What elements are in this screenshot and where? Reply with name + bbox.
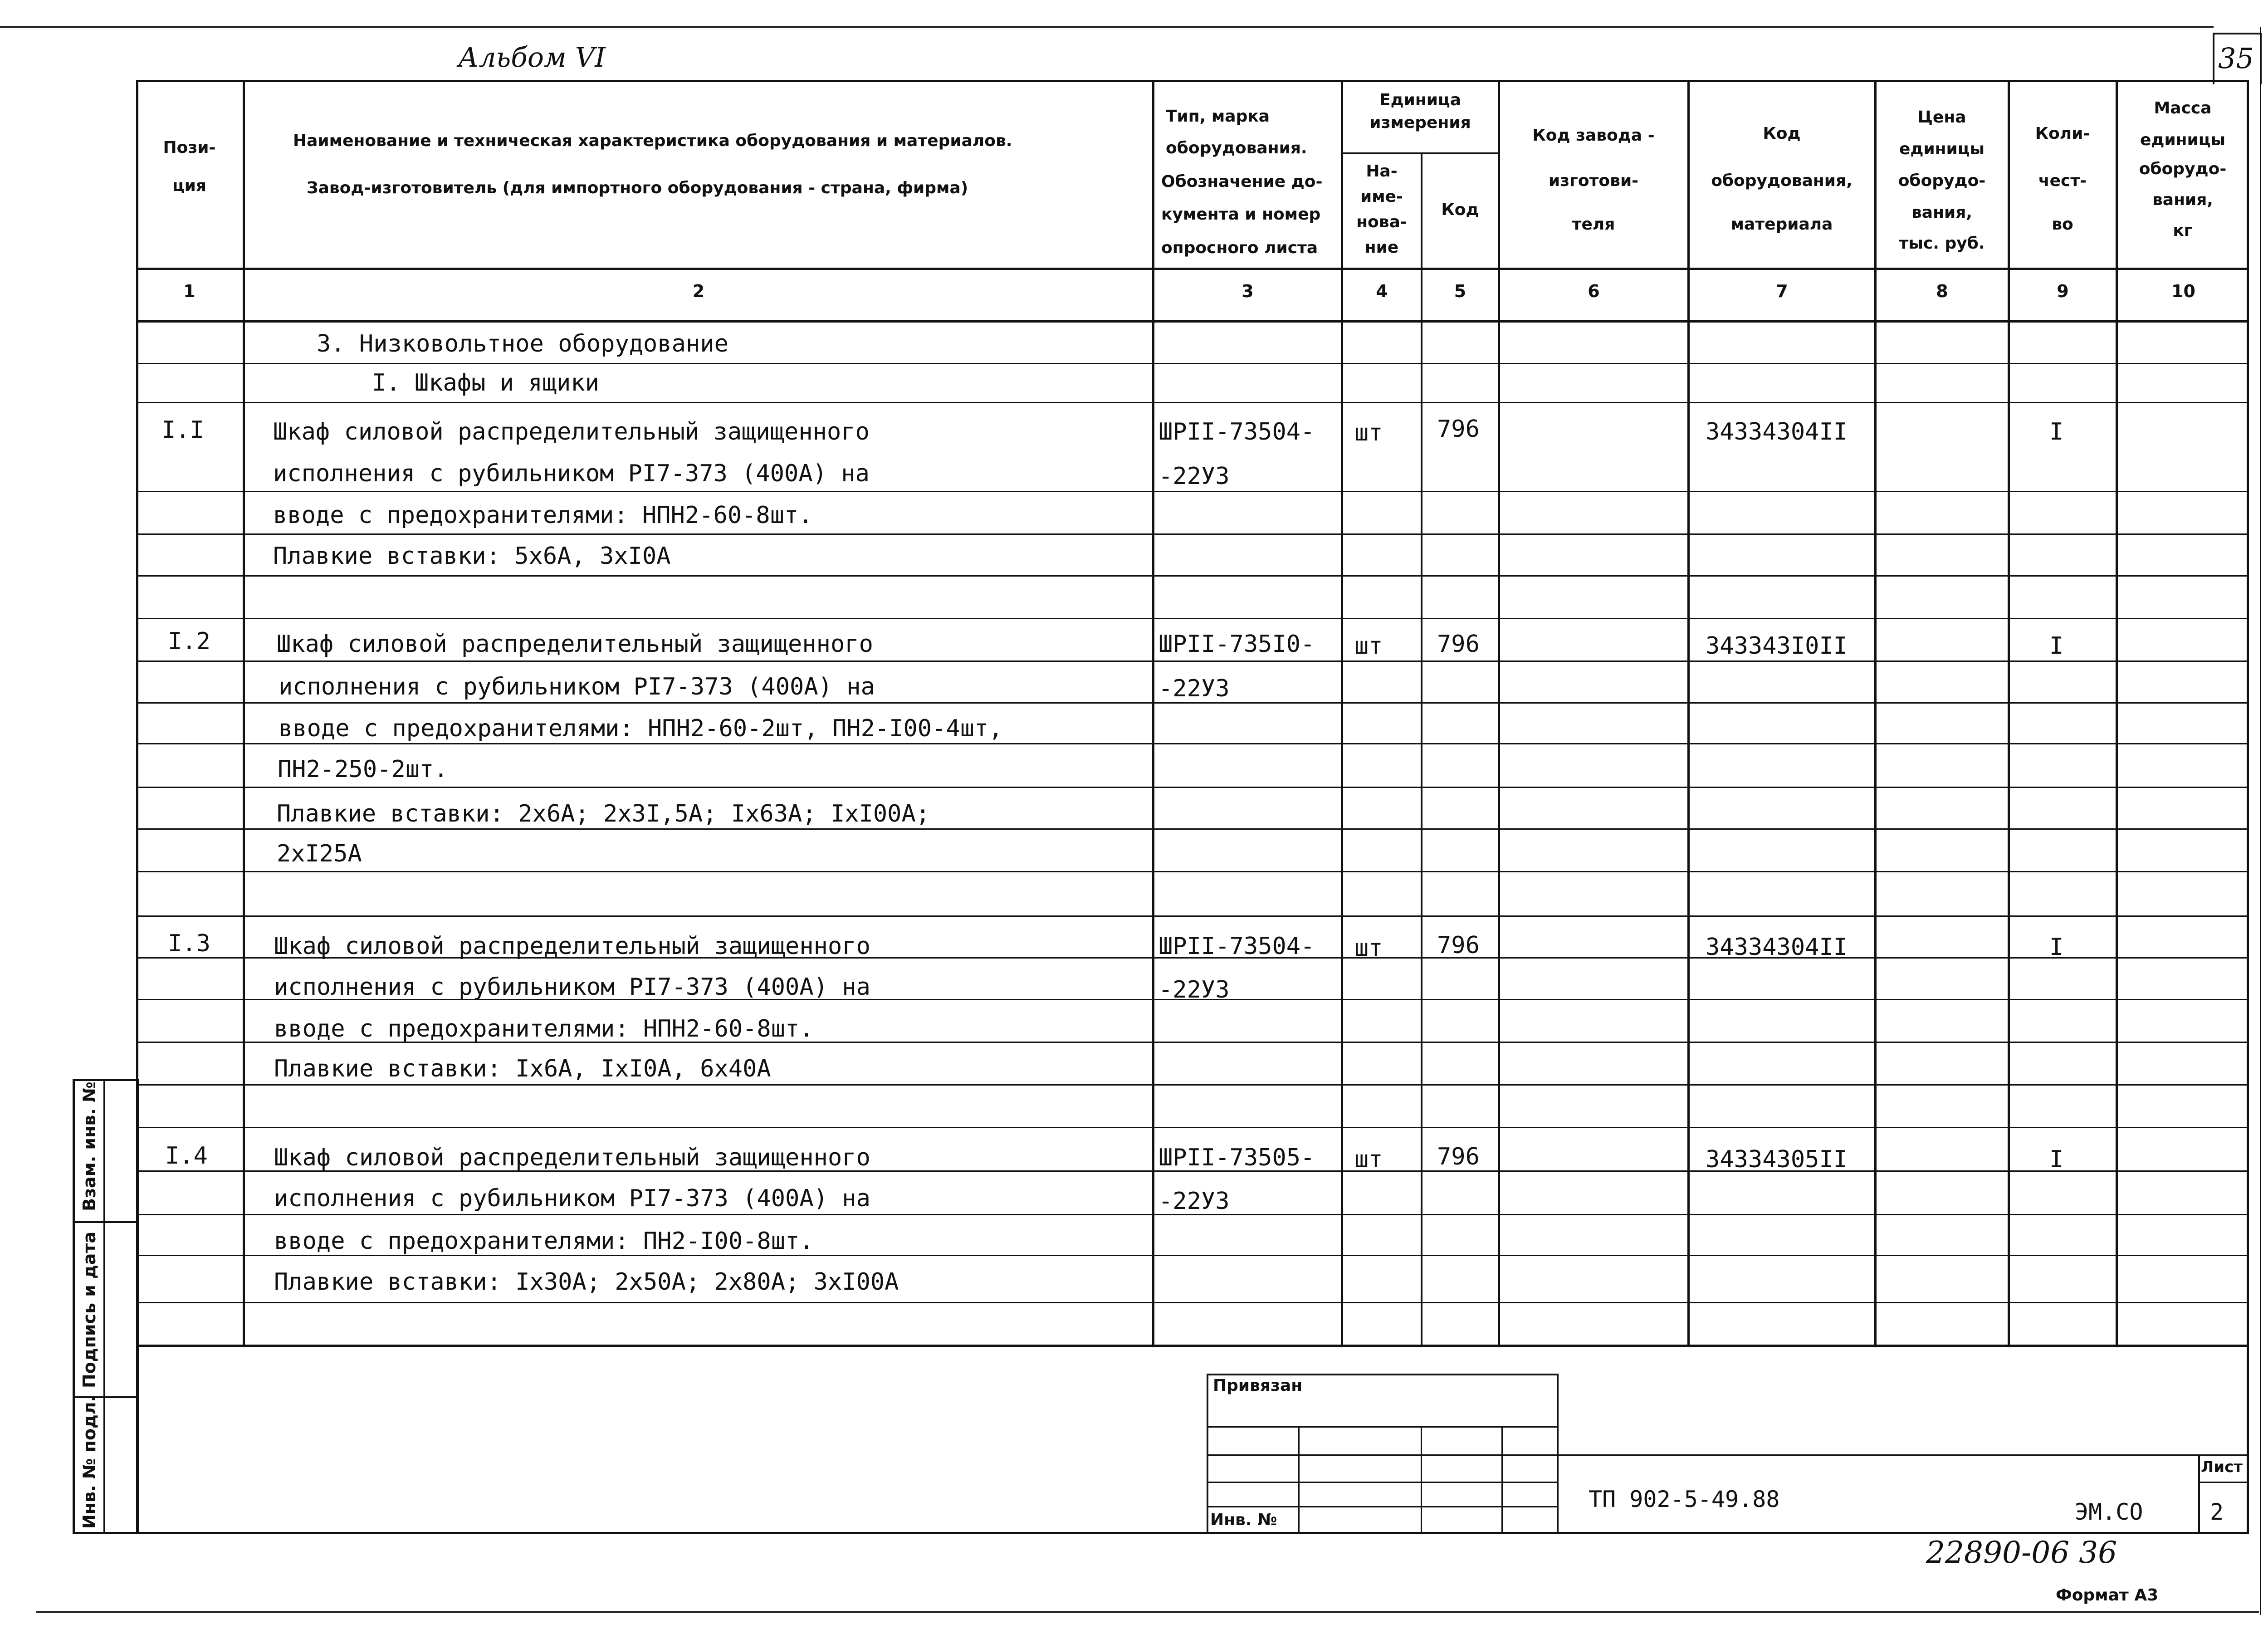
section-code: ЭМ.СО — [2075, 1499, 2143, 1525]
hdr-price-4: вания, — [1911, 203, 1972, 222]
item-2-line-6: 2хI25А — [277, 840, 362, 867]
item-2-line-4: ПН2-250-2шт. — [278, 756, 448, 783]
item-3-line-2: исполнения с рубильником PI7-373 (400A) на — [274, 974, 870, 1001]
item-3-type-2: -22У3 — [1158, 976, 1230, 1003]
col-divider-6 — [1687, 80, 1690, 1347]
item-4-unit-code: 796 — [1437, 1143, 1480, 1170]
row-rule — [136, 533, 2249, 535]
inv-no-label: Инв. № — [1210, 1511, 1277, 1529]
item-2-unit-code: 796 — [1437, 631, 1480, 658]
col-divider-7 — [1874, 80, 1877, 1347]
hdr-unit-name-2: име- — [1360, 187, 1403, 206]
hdr-type-3: Обозначение до- — [1161, 172, 1323, 191]
colnum-9: 9 — [2057, 281, 2069, 301]
hdr-type-1: Тип, марка — [1166, 107, 1270, 126]
col-divider-4 — [1421, 152, 1422, 1347]
item-2-qty: I — [2049, 632, 2064, 660]
item-2-position: I.2 — [168, 628, 210, 655]
colnum-8: 8 — [1936, 281, 1948, 301]
row-rule — [136, 702, 2249, 704]
item-2-equip-code: 343343I0II — [1706, 632, 1848, 660]
item-1-equip-code: 34334304II — [1706, 418, 1848, 445]
hdr-unit-name-1: На- — [1366, 162, 1398, 181]
hdr-name-line1: Наименование и техническая характеристика оборудования и материалов. — [293, 132, 1012, 150]
hdr-unit-code: Код — [1441, 201, 1479, 219]
hdr-price-3: оборудо- — [1898, 171, 1986, 190]
album-label: Альбом VI — [458, 42, 606, 73]
item-4-type-2: -22У3 — [1158, 1188, 1230, 1215]
doc-code: ТП 902-5-49.88 — [1589, 1486, 1780, 1512]
hdr-qty-1: Коли- — [2035, 124, 2090, 143]
item-2-line-5: Плавкие вставки: 2х6А; 2х3I,5А; Iх63А; IхI00А; — [277, 800, 930, 827]
right-edge-rule — [2260, 27, 2261, 1615]
item-2-type-1: ШРII-735I0- — [1158, 631, 1315, 658]
hdr-equip-code-2: оборудования, — [1711, 171, 1853, 190]
unit-header-rule — [1342, 152, 1499, 154]
hdr-unit-1: Единица — [1379, 91, 1461, 109]
colnum-2: 2 — [692, 281, 705, 301]
row-rule — [136, 402, 2249, 403]
hdr-qty-3: во — [2052, 215, 2073, 234]
colnum-7: 7 — [1776, 281, 1788, 301]
top-rule — [0, 26, 2214, 28]
hdr-type-5: опросного листа — [1161, 239, 1318, 257]
col-divider-1 — [243, 80, 245, 1347]
hdr-mass-1: Масса — [2154, 99, 2212, 117]
row-rule — [136, 491, 2249, 492]
corner-page-number: 35 — [2218, 42, 2254, 75]
hdr-equip-code-3: материала — [1730, 215, 1833, 234]
colnum-1: 1 — [183, 281, 196, 301]
row-rule — [136, 618, 2249, 619]
hdr-type-2: оборудования. — [1166, 139, 1307, 157]
item-1-unit-code: 796 — [1437, 416, 1480, 443]
item-3-unit-code: 796 — [1437, 932, 1480, 959]
item-1-line-3: вводе с предохранителями: НПН2-60-8шт. — [273, 502, 813, 529]
colnum-6: 6 — [1588, 281, 1600, 301]
hdr-factory-1: Код завода - — [1532, 126, 1655, 145]
item-4-equip-code: 34334305II — [1706, 1146, 1848, 1173]
handwritten-number: 22890-06 36 — [1926, 1535, 2117, 1570]
row-rule — [136, 660, 2249, 662]
format-label: Формат А3 — [2056, 1586, 2159, 1605]
row-rule — [136, 1127, 2249, 1128]
hdr-price-5: тыс. руб. — [1899, 234, 1985, 253]
row-rule — [136, 787, 2249, 788]
side-label-replaced-inv: Взам. инв. № — [79, 1081, 99, 1211]
column-numbers-bottom-rule — [136, 320, 2249, 323]
col-divider-5 — [1498, 80, 1500, 1347]
sheet-label: Лист — [2201, 1458, 2243, 1476]
hdr-factory-2: изготови- — [1548, 171, 1639, 190]
privyazan-label: Привязан — [1213, 1376, 1303, 1395]
item-3-qty: I — [2049, 934, 2064, 961]
row-rule — [136, 828, 2249, 830]
hdr-type-4: кумента и номер — [1161, 205, 1321, 224]
sheet-number: 2 — [2210, 1499, 2224, 1525]
row-rule — [136, 1084, 2249, 1086]
section-title: 3. Низковольтное оборудование — [317, 330, 728, 357]
item-3-position: I.3 — [168, 930, 210, 957]
item-1-type-1: ШРII-73504- — [1158, 418, 1315, 445]
item-4-qty: I — [2049, 1146, 2064, 1173]
item-1-line-2: исполнения с рубильником PI7-373 (400A) на — [273, 460, 870, 487]
binding-strip-divider — [103, 1079, 105, 1534]
item-1-unit: шт — [1354, 419, 1383, 446]
item-1-line-1: Шкаф силовой распределительный защищенного — [273, 418, 870, 445]
row-rule — [136, 1302, 2249, 1303]
row-rule — [136, 871, 2249, 872]
colnum-10: 10 — [2171, 281, 2195, 301]
item-3-unit: шт — [1354, 934, 1383, 962]
item-4-position: I.4 — [165, 1142, 208, 1169]
item-2-unit: шт — [1354, 632, 1383, 660]
item-2-type-2: -22У3 — [1158, 675, 1230, 702]
table-bottom-rule — [136, 1345, 2249, 1347]
item-1-line-4: Плавкие вставки: 5х6А, 3хI0А — [273, 543, 671, 570]
privyazan-box — [1207, 1374, 1559, 1534]
item-3-line-4: Плавкие вставки: Iх6А, IхI0А, 6х40А — [274, 1055, 771, 1082]
hdr-price-1: Цена — [1917, 108, 1966, 127]
hdr-unit-2: измерения — [1369, 113, 1471, 132]
item-2-line-1: Шкаф силовой распределительный защищенного — [277, 631, 873, 658]
colnum-4: 4 — [1376, 281, 1388, 301]
hdr-name-line2: Завод-изготовитель (для импортного оборудования - страна, фирма) — [307, 179, 968, 197]
hdr-mass-4: вания, — [2152, 191, 2213, 209]
item-3-type-1: ШРII-73504- — [1158, 933, 1315, 960]
item-3-line-1: Шкаф силовой распределительный защищенного — [274, 933, 870, 960]
hdr-equip-code-1: Код — [1763, 124, 1801, 143]
colnum-3: 3 — [1242, 281, 1254, 301]
hdr-position-1: Пози- — [163, 138, 216, 157]
row-rule — [136, 575, 2249, 577]
item-1-position: I.I — [161, 416, 204, 444]
item-4-line-3: вводе с предохранителями: ПН2-I00-8шт. — [274, 1228, 814, 1255]
subsection-title: I. Шкафы и ящики — [372, 369, 599, 396]
col-divider-9 — [2116, 80, 2118, 1347]
item-4-line-4: Плавкие вставки: Iх30А; 2х50А; 2х80А; 3хI00А — [274, 1268, 899, 1296]
hdr-position-2: ция — [172, 176, 207, 195]
item-4-line-1: Шкаф силовой распределительный защищенного — [274, 1144, 870, 1171]
item-2-line-2: исполнения с рубильником PI7-373 (400A) на — [279, 673, 875, 700]
hdr-unit-name-3: нова- — [1356, 213, 1407, 231]
hdr-mass-5: кг — [2173, 221, 2193, 240]
item-1-qty: I — [2049, 418, 2064, 445]
item-2-line-3: вводе с предохранителями: НПН2-60-2шт, ПН2-I00-4шт, — [279, 715, 1003, 742]
row-rule — [136, 915, 2249, 917]
item-4-unit: шт — [1354, 1146, 1383, 1173]
item-3-equip-code: 34334304II — [1706, 934, 1848, 961]
hdr-mass-3: оборудо- — [2139, 160, 2227, 178]
item-4-line-2: исполнения с рубильником PI7-373 (400A) на — [274, 1185, 870, 1212]
row-rule — [136, 363, 2249, 364]
side-label-inv-orig: Инв. № подл. — [79, 1395, 99, 1529]
item-4-type-1: ШРII-73505- — [1158, 1144, 1315, 1171]
item-1-type-2: -22У3 — [1158, 463, 1230, 490]
side-label-signature-date: Подпись и дата — [79, 1231, 99, 1388]
hdr-price-2: единицы — [1899, 140, 1985, 158]
stamp-top-rule — [1559, 1454, 2249, 1456]
row-rule — [136, 1255, 2249, 1256]
sheet-box-divider — [2198, 1454, 2200, 1534]
row-rule — [136, 743, 2249, 744]
bottom-rule — [36, 1611, 2259, 1613]
hdr-unit-name-4: ние — [1364, 238, 1399, 257]
col-divider-8 — [2008, 80, 2010, 1347]
colnum-5: 5 — [1454, 281, 1466, 301]
hdr-mass-2: единицы — [2140, 131, 2226, 149]
col-divider-2 — [1152, 80, 1154, 1347]
item-3-line-3: вводе с предохранителями: НПН2-60-8шт. — [274, 1015, 814, 1042]
hdr-qty-2: чест- — [2038, 171, 2087, 190]
col-divider-3 — [1341, 80, 1343, 1347]
hdr-factory-3: теля — [1572, 215, 1615, 234]
header-bottom-rule — [136, 268, 2249, 270]
